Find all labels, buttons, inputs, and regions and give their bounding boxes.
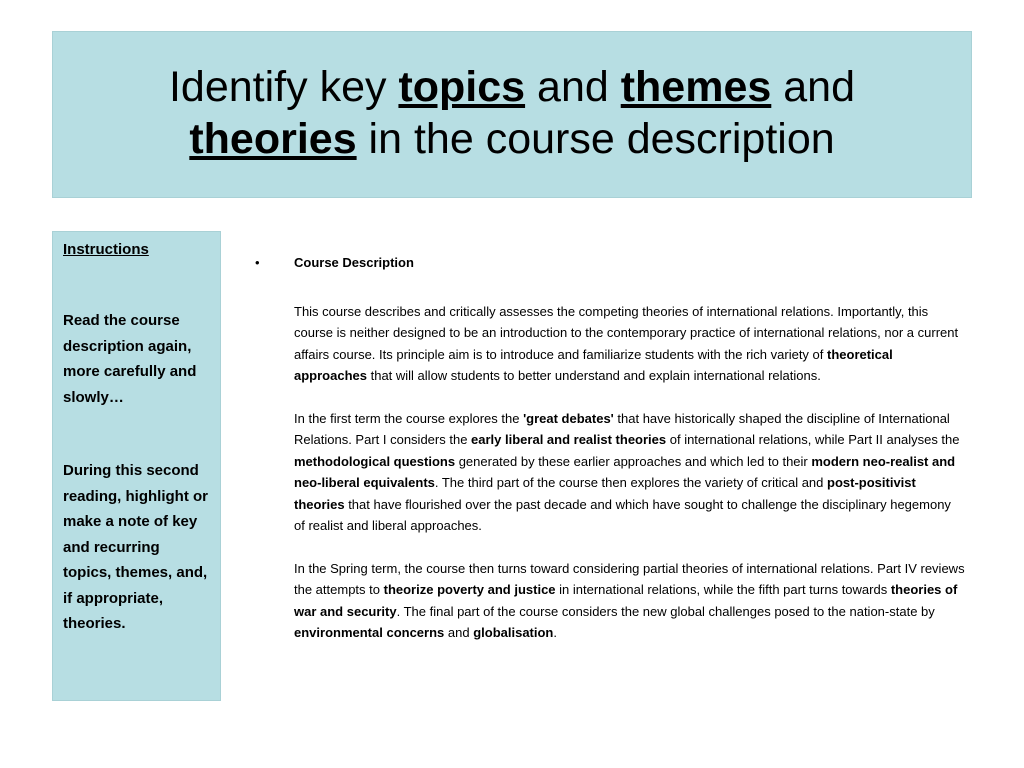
- title-keyword-themes: themes: [620, 62, 772, 111]
- course-paragraph-2: [294, 408, 965, 536]
- text-run: .: [553, 625, 557, 641]
- text-run: that have flourished over the past decade and which have sought to challenge the disciplinary hegemony of realist and liberal approaches.: [294, 496, 951, 534]
- key-term: 'great debates': [523, 411, 614, 427]
- text-run: In the first term the course explores the: [294, 411, 524, 427]
- course-description-bullet: [250, 252, 965, 274]
- key-term: methodological questions: [294, 453, 456, 469]
- course-paragraph-3: [294, 558, 965, 644]
- title-keyword-topics: topics: [398, 62, 526, 111]
- text-run: in international relations, while the fifth part turns towards: [555, 582, 891, 598]
- instructions-heading: Instructions: [63, 241, 149, 258]
- text-run: In the Spring term, the course then turns toward considering partial theories of international relations. Part IV reviews the attempts to: [294, 560, 965, 598]
- key-term: post-positivist theories: [294, 475, 916, 512]
- title-keyword-theories: theories: [189, 114, 357, 163]
- instructions-panel: [52, 231, 221, 701]
- slide-title: [169, 61, 855, 165]
- title-text-segment: and: [525, 62, 621, 111]
- title-text-segment: in the course description: [356, 114, 835, 163]
- instructions-paragraph: During this second reading, highlight or make a note of key and recurring topics, themes, and, if appropriate, theories.: [63, 462, 208, 632]
- key-term: theoretical approaches: [294, 346, 893, 384]
- instructions-paragraph: Read the course description again, more carefully and slowly…: [63, 312, 197, 406]
- text-run: of international relations, while Part II analyses the: [666, 432, 960, 448]
- key-term: modern neo-realist and neo-liberal equivalents: [294, 453, 956, 491]
- course-description-section: [250, 252, 965, 643]
- text-run: and: [444, 625, 474, 641]
- title-text-segment: and: [771, 62, 855, 111]
- key-term: early liberal and realist theories: [471, 432, 667, 448]
- key-term: environmental concerns: [294, 625, 445, 641]
- course-description-heading: Course Description: [294, 255, 414, 270]
- key-term: globalisation: [473, 625, 554, 641]
- text-run: . The third part of the course then explores the variety of critical and: [434, 475, 828, 491]
- bullet-icon: •: [255, 255, 260, 270]
- text-run: This course describes and critically assesses the competing theories of international relations. Importantly, this course is neither designed to be an introduction to the contemporary practice of international relations, nor a current affairs course. Its principle aim is to introduce and familiarize students with the rich variety of: [294, 304, 959, 362]
- title-text-segment: Identify key: [168, 62, 399, 111]
- key-term: theories of war and security: [294, 582, 958, 619]
- text-run: generated by these earlier approaches and which led to their: [455, 453, 812, 469]
- text-run: that have historically shaped the discipline of International Relations. Part I considers the: [294, 411, 950, 448]
- text-run: that will allow students to better understand and explain international relations.: [366, 368, 821, 384]
- key-term: theorize poverty and justice: [383, 582, 556, 598]
- course-paragraph-1: [294, 301, 965, 387]
- title-box: [52, 31, 972, 198]
- text-run: . The final part of the course considers the new global challenges posed to the nation-state by: [396, 603, 935, 619]
